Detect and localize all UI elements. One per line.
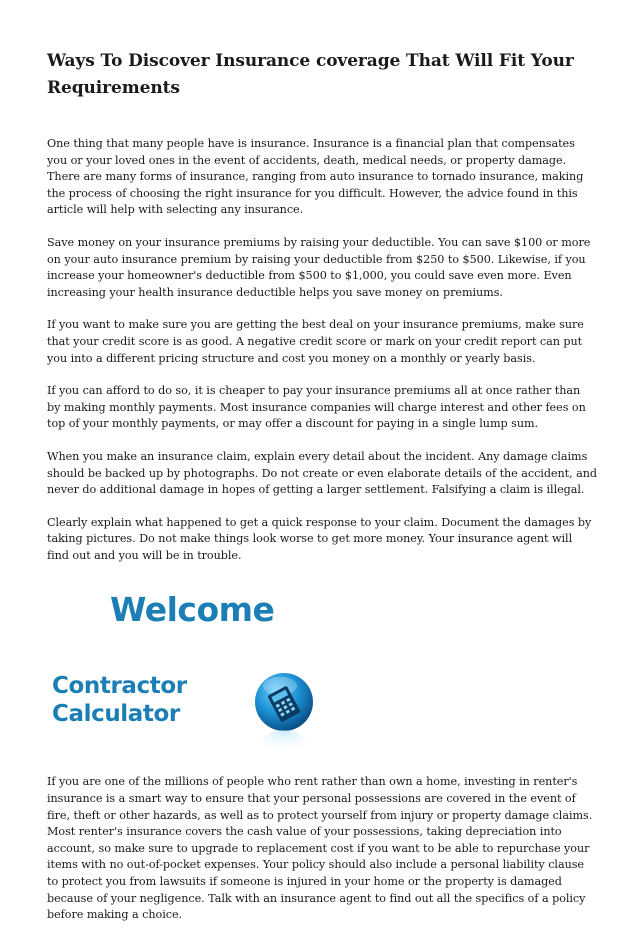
paragraph-renters-insurance: If you are one of the millions of people who rent rather than own a home, investing in renter's insurance is a smart way to ensure that your personal possessions are covered in the event of fire, theft or other hazards, as well as to protect yourself from injury or property damage claims. Most renter's insurance covers the cash value of your possessions, taking depreciation into account, so make sure to upgrade to replacement cost if you want to be able to repurchase your items with no out-of-pocket expenses. Your policy should also include a personal liability clause to protect you from lawsuits if someone is injured in your home or the property is damaged because of your negligence. Talk with an insurance agent to find out all the specifics of a policy before making a choice. [47, 775, 593, 922]
paragraph-intro: One thing that many people have is insurance. Insurance is a financial plan that compensates you or your loved ones in the event of accidents, death, medical needs, or property damage. There are many forms of insurance, ranging from auto insurance to tornado insurance, making the process of choosing the right insurance for you difficult. However, the advice found in this article will help with selecting any insurance. [47, 137, 584, 217]
contractor-calculator-logo [52, 672, 187, 728]
welcome-figure [47, 580, 597, 760]
document-page [47, 48, 597, 940]
paragraph-credit-score: If you want to make sure you are getting the best deal on your insurance premiums, make sure that your credit score is as good. A negative credit score or mark on your credit report can put you into a different pricing structure and cost you money on a monthly or yearly basis. [47, 318, 584, 365]
calculator-icon [252, 670, 324, 762]
logo-line-1: Contractor [52, 673, 187, 700]
logo-line-2: Calculator [52, 701, 180, 728]
page-title: Ways To Discover Insurance coverage That Will Fit Your Requirements [47, 51, 574, 98]
paragraph-explain-claim: Clearly explain what happened to get a quick response to your claim. Document the damages by taking pictures. Do not make things look worse to get more money. Your insurance agent will find out and you will be in trouble. [47, 515, 592, 562]
paragraph-claim-detail: When you make an insurance claim, explain every detail about the incident. Any damage claims should be backed up by photographs. Do not create or even elaborate details of the accident, and never do additional damage in hopes of getting a larger settlement. Falsifying a claim is illegal. [47, 449, 598, 497]
paragraph-deductible: Save money on your insurance premiums by raising your deductible. You can save $100 or more on your auto insurance premium by raising your deductible from $250 to $500. Likewise, if you increase your homeowner's deductible from $500 to $1,000, you could save even more. Even increasing your health insurance deductible helps you save money on premiums. [47, 235, 591, 299]
paragraph-pay-once: If you can afford to do so, it is cheaper to pay your insurance premiums all at once rather than by making monthly payments. Most insurance companies will charge interest and other fees on top of your monthly payments, or may offer a discount for paying in a single lump sum. [47, 384, 586, 431]
welcome-heading: Welcome [110, 590, 275, 630]
